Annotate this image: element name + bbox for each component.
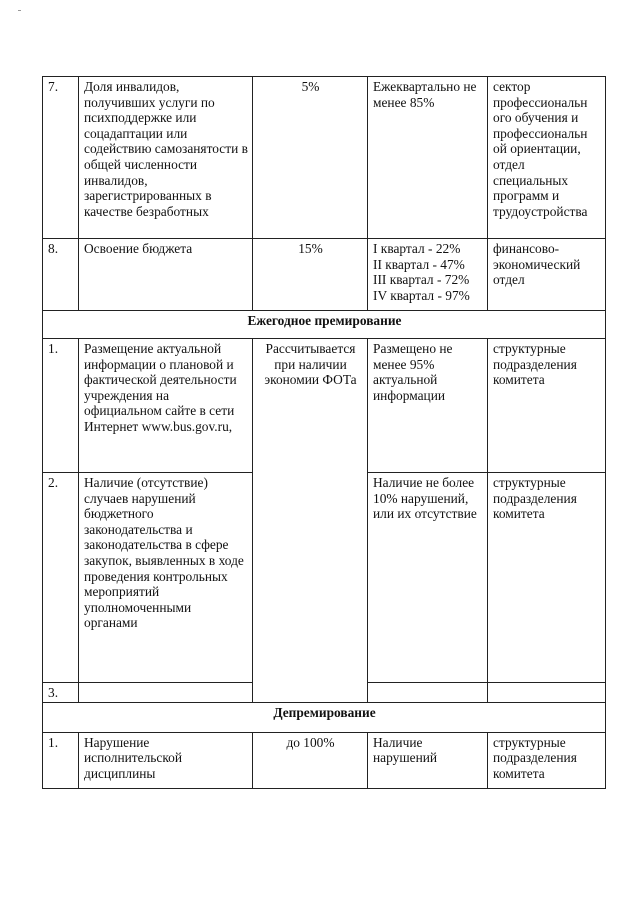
responsible-cell: структурные подразделения комитета [488, 732, 606, 788]
section-title-depremium: Депремирование [43, 702, 606, 732]
weight-cell: 15% [253, 239, 368, 311]
criterion-cell [368, 683, 488, 703]
criterion-cell: Наличие нарушений [368, 732, 488, 788]
indicator-cell: Доля инвалидов, получивших услуги по психподдержке или соцадаптации или содействию самозанятости в общей численности инвалидов, зарегистрированных в качестве безработных [79, 77, 253, 239]
row-number: 2. [43, 473, 79, 683]
responsible-cell: финансово-экономический отдел [488, 239, 606, 311]
section-header-row [43, 311, 606, 339]
indicator-cell: Нарушение исполнительской дисциплины [79, 732, 253, 788]
quarter-line: II квартал - 47% [373, 256, 465, 272]
row-number: 3. [43, 683, 79, 703]
criterion-cell: Ежеквартально не менее 85% [368, 77, 488, 239]
responsible-cell: структурные подразделения комитета [488, 339, 606, 473]
table-row [43, 339, 606, 473]
responsible-cell [488, 683, 606, 703]
weight-cell: 5% [253, 77, 368, 239]
indicator-cell: Освоение бюджета [79, 239, 253, 311]
responsible-cell: структурные подразделения комитета [488, 473, 606, 683]
quarter-line: IV квартал - 97% [373, 287, 470, 303]
table-row [43, 732, 606, 788]
criterion-cell [368, 239, 488, 311]
weight-cell: до 100% [253, 732, 368, 788]
quarter-line: I квартал - 22% [373, 241, 461, 256]
indicator-cell [79, 683, 253, 703]
criterion-cell: Размещено не менее 95% актуальной информации [368, 339, 488, 473]
section-title-annual: Ежегодное премирование [43, 311, 606, 339]
row-number: 1. [43, 339, 79, 473]
table-row [43, 239, 606, 311]
table-row [43, 77, 606, 239]
criterion-cell: Наличие не более 10% нарушений, или их отсутствие [368, 473, 488, 683]
quarter-line: III квартал - 72% [373, 272, 470, 288]
indicator-cell: Размещение актуальной информации о плановой и фактической деятельности учреждения на официальном сайте в сети Интернет www.bus.gov.ru, [79, 339, 253, 473]
scan-speck [18, 10, 21, 11]
responsible-cell: сектор профессиональн ого обучения и профессиональн ой ориентации, отдел специальных программ и трудоустройства [488, 77, 606, 239]
indicator-cell: Наличие (отсутствие) случаев нарушений бюджетного законодательства и законодательства в сфере закупок, выявленных в ходе проведения контрольных мероприятий уполномоченными органами [79, 473, 253, 683]
row-number: 8. [43, 239, 79, 311]
indicators-table [42, 76, 606, 789]
row-number: 7. [43, 77, 79, 239]
row-number: 1. [43, 732, 79, 788]
shared-weight-cell: Рассчитывается при наличии экономии ФОТа [253, 339, 368, 703]
section-header-row [43, 702, 606, 732]
